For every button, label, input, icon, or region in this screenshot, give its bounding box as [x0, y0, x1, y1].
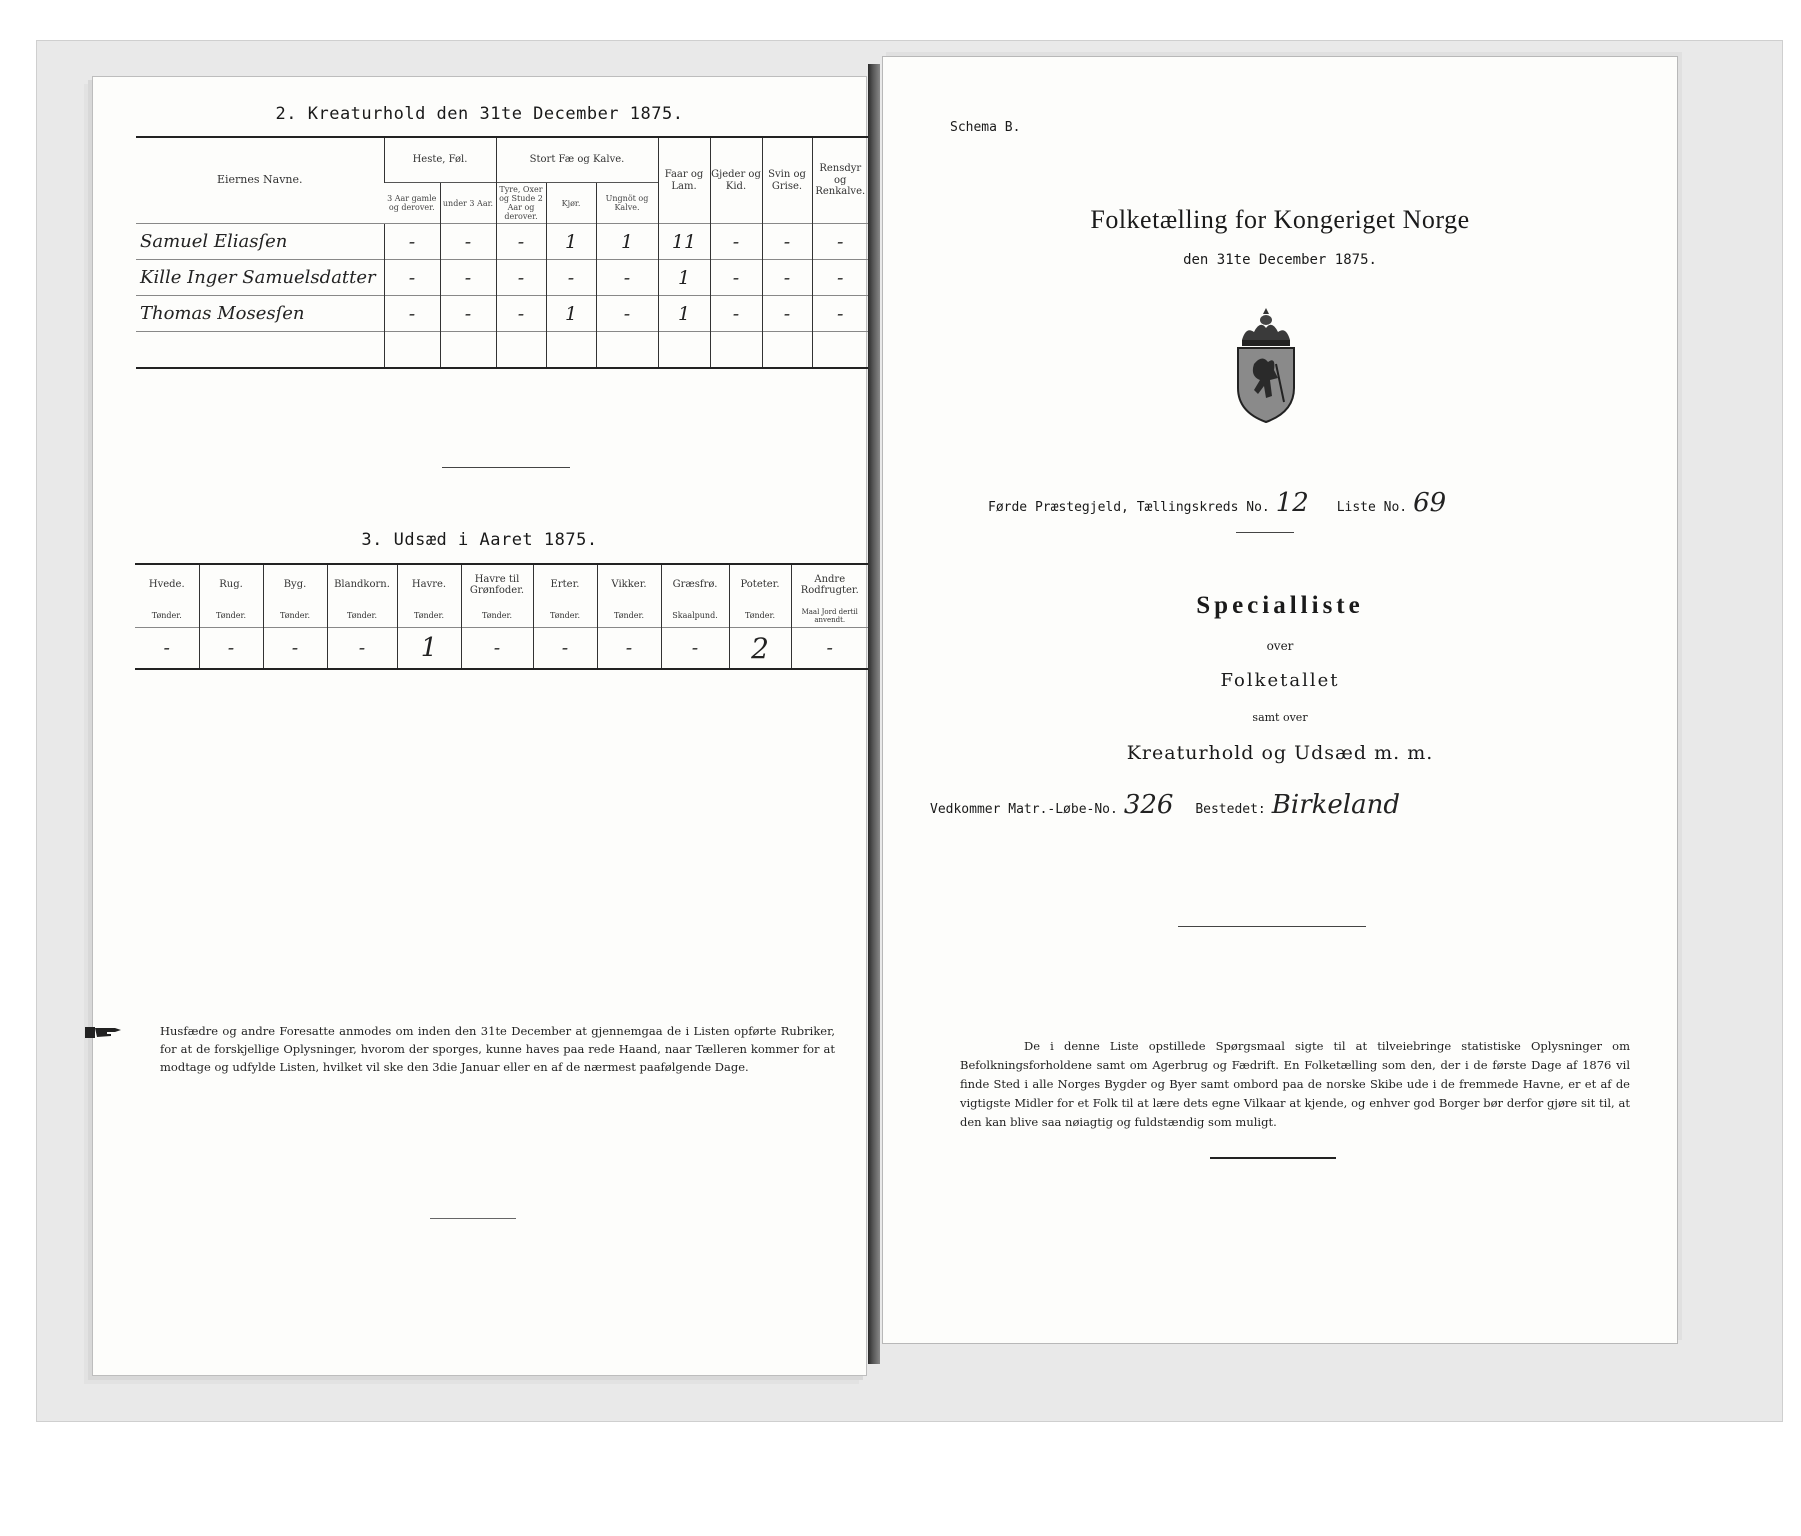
- seed-header: Havre til Grønfoder.: [461, 564, 533, 605]
- seed-unit: Tønder.: [533, 605, 597, 628]
- seed-unit: Tønder.: [199, 605, 263, 628]
- owner-name: [136, 332, 384, 369]
- seed-value: -: [263, 628, 327, 670]
- seed-value: -: [791, 628, 868, 670]
- table-cell: [546, 332, 596, 369]
- table-cell: [710, 332, 762, 369]
- seed-value: -: [533, 628, 597, 670]
- table-cell: [384, 332, 440, 369]
- table-cell: 1: [658, 260, 710, 296]
- seed-unit: Tønder.: [151, 611, 182, 621]
- owner-name: Thomas Mosesſen: [136, 296, 384, 332]
- parish-label: Førde Præstegjeld, Tællingskreds No.: [988, 500, 1270, 515]
- header-sheep: Faar og Lam.: [658, 137, 710, 224]
- table-cell: -: [440, 296, 496, 332]
- over-text: over: [1266, 639, 1294, 653]
- divider: [1178, 926, 1366, 927]
- seed-value: -: [597, 628, 661, 670]
- table-cell: -: [812, 296, 868, 332]
- parish-line: [988, 488, 1452, 518]
- explanation-paragraph: De i denne Liste opstillede Spørgsmaal sigte til at tilveiebringe statistiske Oplysninger om Befolkningsforholdene samt om Agerbrug og Fædrift. En Folketælling som den, der i de første Dage af 1876 vil finde Sted i alle Norges Bygder og Byer samt ombord paa de norske Skibe ude i de fremmede Havne, er et af de vigtigste Midler for et Folk til at lære dets egne Vilkaar at kjende, og enhver god Borger bør derfor gjøre sit til, at den kan blive saa nøiagtig og fuldstændig som muligt.: [960, 1039, 1630, 1129]
- header-horses: Heste, Føl.: [384, 137, 496, 183]
- seed-header: Hvede.: [135, 564, 199, 605]
- pointing-hand-icon: [85, 1024, 125, 1040]
- table-cell: -: [440, 224, 496, 260]
- table-cell: -: [496, 296, 546, 332]
- table-cell: -: [762, 296, 812, 332]
- table-cell: -: [812, 260, 868, 296]
- table-cell: 11: [658, 224, 710, 260]
- table-cell: 1: [658, 296, 710, 332]
- seed-value: -: [461, 628, 533, 670]
- seed-header: Blandkorn.: [327, 564, 397, 605]
- table-cell: -: [596, 296, 658, 332]
- seed-header: Vikker.: [597, 564, 661, 605]
- subheader-bulls-oxen: Tyre, Oxer og Stude 2 Aar og derover.: [496, 183, 546, 224]
- table-cell: -: [384, 260, 440, 296]
- table-cell: [658, 332, 710, 369]
- liste-number: 69: [1413, 488, 1447, 518]
- samt-over-text: samt over: [1252, 711, 1308, 724]
- notice-text-block: [115, 1022, 835, 1076]
- seed-unit: Skaalpund.: [661, 605, 729, 628]
- seed-table: [135, 563, 868, 670]
- book-spine: [868, 64, 880, 1364]
- seed-section-title: 3. Udsæd i Aaret 1875.: [361, 530, 598, 550]
- table-cell: -: [384, 296, 440, 332]
- coat-of-arms-icon: [1232, 306, 1300, 424]
- matr-label: Vedkommer Matr.-Løbe-No.: [930, 802, 1118, 817]
- table-cell: 1: [596, 224, 658, 260]
- notice-text: Husfædre og andre Foresatte anmodes om inden den 31te December at gjennemgaa de i Listen opførte Rubriker, for at de forskjellige Oplysninger, hvorom der sporges, kunne haves paa rede Haand, naar Tælleren kommer for at modtage og udfylde Listen, hvilket vil ske den 3die Januar eller en af de nærmest paafølgende Dage.: [160, 1024, 835, 1074]
- table-cell: -: [710, 224, 762, 260]
- divider: [1236, 532, 1294, 533]
- right-page: [882, 56, 1678, 1344]
- header-reindeer: Rensdyr og Renkalve.: [812, 137, 868, 224]
- seed-value: 2: [729, 628, 791, 670]
- table-cell: [812, 332, 868, 369]
- divider: [442, 467, 570, 468]
- seed-value: -: [199, 628, 263, 670]
- owner-name: Samuel Eliasſen: [136, 224, 384, 260]
- specialliste-heading: Specialliste: [1196, 592, 1364, 619]
- seed-header: Byg.: [263, 564, 327, 605]
- subheader-horses-under3: under 3 Aar.: [440, 183, 496, 224]
- livestock-section-title: 2. Kreaturhold den 31te December 1875.: [275, 104, 684, 124]
- census-title: Folketælling for Kongeriget Norge: [1090, 205, 1470, 234]
- seed-header: Rug.: [199, 564, 263, 605]
- schema-label: Schema B.: [950, 120, 1021, 135]
- seed-header: Poteter.: [729, 564, 791, 605]
- seed-header: Andre Rodfrugter.: [791, 564, 868, 605]
- seed-unit: Tønder.: [729, 605, 791, 628]
- liste-label: Liste No.: [1336, 500, 1408, 515]
- table-cell: [440, 332, 496, 369]
- divider: [1210, 1157, 1336, 1159]
- table-cell: -: [496, 224, 546, 260]
- table-cell: -: [762, 224, 812, 260]
- seed-header: Erter.: [533, 564, 597, 605]
- table-cell: 1: [546, 224, 596, 260]
- table-cell: -: [710, 296, 762, 332]
- matr-number: 326: [1123, 790, 1174, 820]
- bested-label: Bestedet:: [1195, 802, 1266, 817]
- table-cell: -: [710, 260, 762, 296]
- kreds-number: 12: [1275, 488, 1309, 518]
- divider: [430, 1218, 516, 1219]
- subheader-horses-3plus: 3 Aar gamle og derover.: [384, 183, 440, 224]
- table-cell: -: [546, 260, 596, 296]
- owner-name: Kille Inger Samuelsdatter: [136, 260, 384, 296]
- seed-unit: Tønder.: [327, 605, 397, 628]
- header-pigs: Svin og Grise.: [762, 137, 812, 224]
- table-cell: -: [762, 260, 812, 296]
- subheader-young-cattle: Ungnöt og Kalve.: [596, 183, 658, 224]
- table-cell: [496, 332, 546, 369]
- seed-value: -: [661, 628, 729, 670]
- seed-unit: Tønder.: [461, 605, 533, 628]
- census-date: den 31te December 1875.: [1183, 252, 1377, 268]
- seed-value: -: [135, 628, 199, 670]
- table-cell: -: [812, 224, 868, 260]
- livestock-table: [136, 136, 868, 369]
- subheader-cows: Kjør.: [546, 183, 596, 224]
- header-goats: Gjeder og Kid.: [710, 137, 762, 224]
- folketallet-heading: Folketallet: [1220, 670, 1340, 691]
- seed-value: 1: [397, 628, 461, 670]
- table-cell: -: [384, 224, 440, 260]
- table-cell: [596, 332, 658, 369]
- bested-name: Birkeland: [1271, 790, 1400, 820]
- seed-unit: Tønder.: [397, 605, 461, 628]
- table-cell: -: [596, 260, 658, 296]
- header-cattle: Stort Fæ og Kalve.: [496, 137, 658, 183]
- matr-line: [930, 790, 1406, 820]
- kreaturhold-heading: Kreaturhold og Udsæd m. m.: [1126, 742, 1434, 764]
- seed-header: Græsfrø.: [661, 564, 729, 605]
- seed-value: -: [327, 628, 397, 670]
- table-cell: -: [496, 260, 546, 296]
- seed-header: Havre.: [397, 564, 461, 605]
- seed-unit: Tønder.: [263, 605, 327, 628]
- table-cell: [762, 332, 812, 369]
- table-cell: -: [440, 260, 496, 296]
- owner-column-header: Eiernes Navne.: [136, 137, 384, 224]
- seed-unit: Maal Jord dertil anvendt.: [791, 605, 868, 628]
- table-cell: 1: [546, 296, 596, 332]
- seed-unit: Tønder.: [597, 605, 661, 628]
